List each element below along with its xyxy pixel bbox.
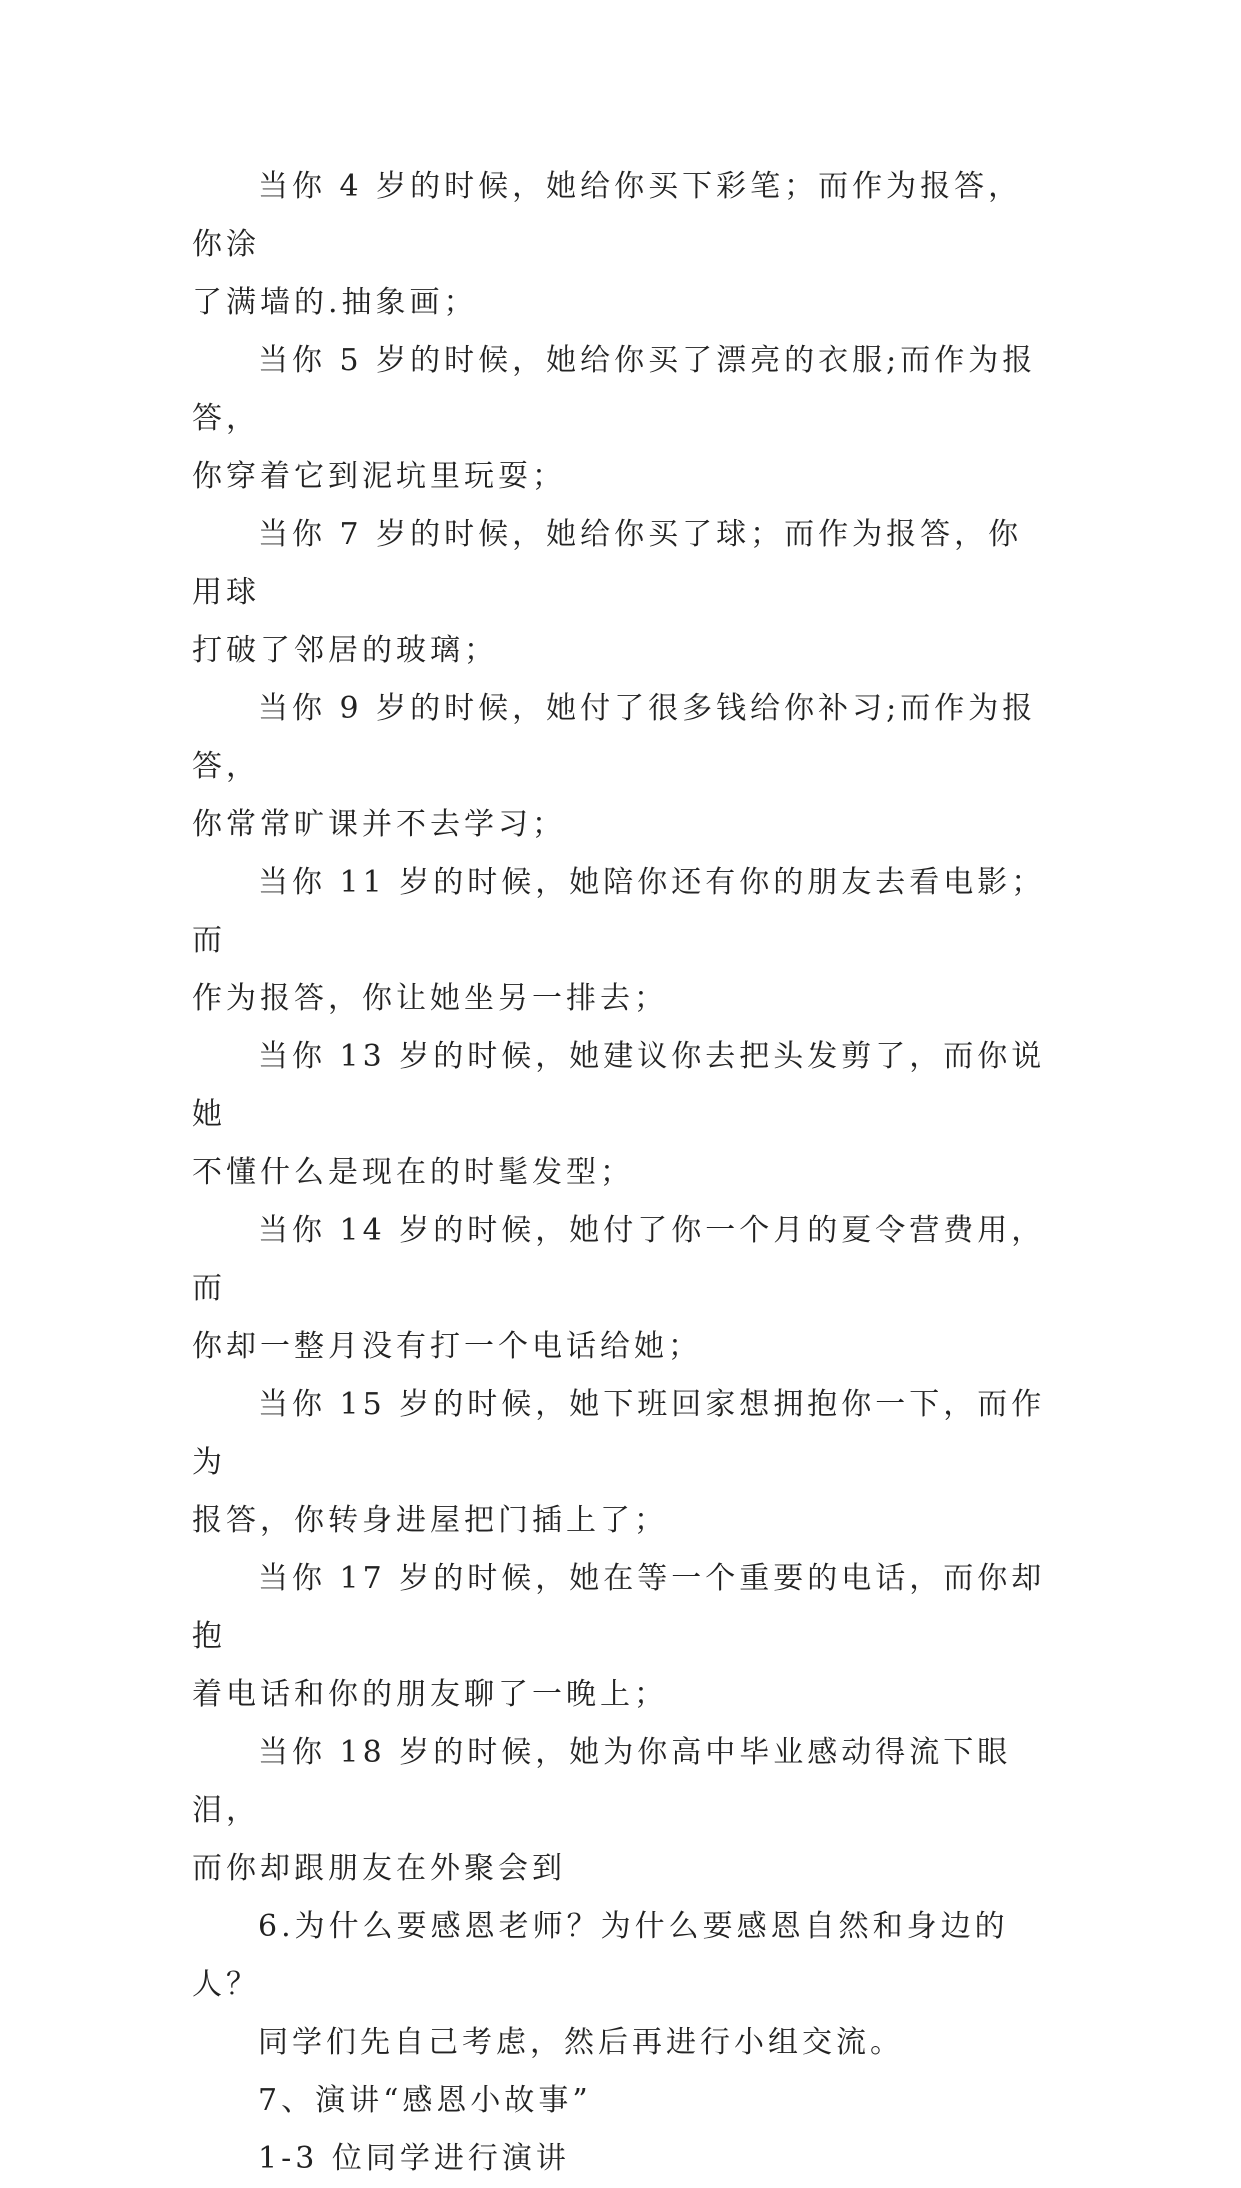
- paragraph-line: 当你 11 岁的时候，她陪你还有你的朋友去看电影；而: [192, 865, 1046, 958]
- paragraph-line: 当你 9 岁的时候，她付了很多钱给你补习;而作为报答，: [192, 691, 1037, 784]
- paragraph-line: 当你 17 岁的时候，她在等一个重要的电话，而你却抱: [192, 1561, 1046, 1654]
- paragraph-line: 当你 18 岁的时候，她为你高中毕业感动得流下眼泪，: [192, 1735, 1012, 1828]
- paragraph-line: 当你 4 岁的时候，她给你买下彩笔；而作为报答，你涂: [192, 169, 1023, 262]
- paragraph-line: 当你 5 岁的时候，她给你买了漂亮的衣服;而作为报答，: [192, 343, 1037, 436]
- paragraph-line: 当你 14 岁的时候，她付了你一个月的夏令营费用，而: [192, 1213, 1046, 1306]
- paragraph-line: 作为报答，你让她坐另一排去；: [192, 981, 668, 1016]
- paragraph-line: 当你 7 岁的时候，她给你买了球；而作为报答，你用球: [192, 517, 1023, 610]
- instruction-line: 1-3 位同学进行演讲: [258, 2141, 570, 2176]
- paragraph-line: 打破了邻居的玻璃；: [192, 633, 498, 668]
- instruction-line: 同学们先自己考虑，然后再进行小组交流。: [258, 2025, 904, 2060]
- question-line: 6.为什么要感恩老师？为什么要感恩自然和身边的人？: [192, 1909, 1009, 2002]
- document-body: [192, 158, 1052, 2188]
- paragraph-line: 而你却跟朋友在外聚会到: [192, 1851, 566, 1886]
- paragraph-line: 报答，你转身进屋把门插上了；: [192, 1503, 668, 1538]
- paragraph-line: 当你 13 岁的时候，她建议你去把头发剪了，而你说她: [192, 1039, 1046, 1132]
- paragraph-line: 着电话和你的朋友聊了一晚上；: [192, 1677, 668, 1712]
- section-heading: 7、演讲“感恩小故事”: [258, 2083, 592, 2118]
- paragraph-line: 你常常旷课并不去学习；: [192, 807, 566, 842]
- paragraph-line: 当你 15 岁的时候，她下班回家想拥抱你一下，而作为: [192, 1387, 1046, 1480]
- paragraph-line: 了满墙的.抽象画；: [192, 285, 478, 320]
- paragraph-line: 你穿着它到泥坑里玩耍；: [192, 459, 566, 494]
- paragraph-line: 你却一整月没有打一个电话给她；: [192, 1329, 702, 1364]
- paragraph-line: 不懂什么是现在的时髦发型；: [192, 1155, 634, 1190]
